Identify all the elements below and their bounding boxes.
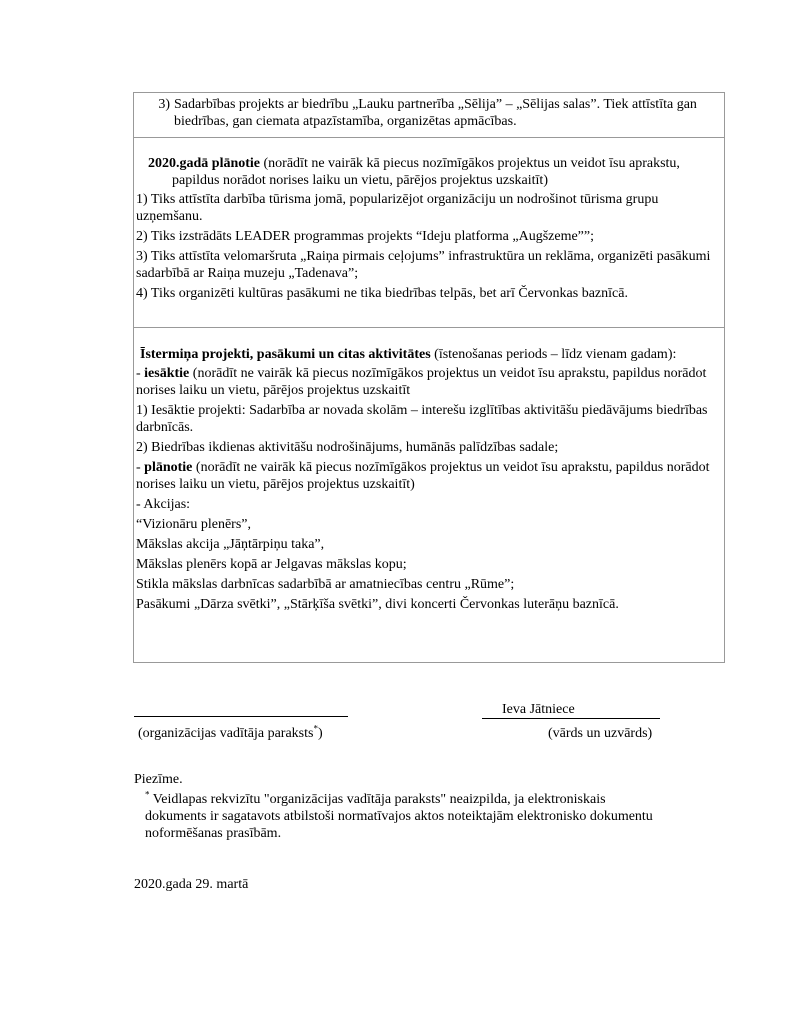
list-item: Pasākumi „Dārza svētki”, „Stārķīša svētki”, divi koncerti Červonkas luterāņu baznīcā. [136,597,619,612]
table-bottom-border [134,662,724,663]
list-text: Sadarbības projekts ar biedrību „Lauku partnerība „Sēlija” – „Sēlijas salas”. Tiek attīstīta gan biedrības, gan ciemata atpazīstamība, organizētas apmācības. [174,97,697,129]
list-item: Stikla mākslas darbnīcas sadarbībā ar amatniecības centru „Rūme”; [136,577,515,592]
caption-sup: * [313,723,318,734]
list-item: Mākslas plenērs kopā ar Jelgavas mākslas kopu; [136,557,407,572]
heading-bold: Īstermiņa projekti, pasākumi un citas aktivitātes [140,347,431,362]
subsection-planned [136,459,722,493]
list-item: 2) Tiks izstrādāts LEADER programmas projekts “Ideju platforma „Augšzeme””; [136,229,594,244]
actions-label: - Akcijas: [136,497,191,512]
signer-name-text: Ieva Jātniece [502,702,575,717]
dash: - [136,460,145,475]
section-heading [136,155,722,189]
list-item: 1) Iesāktie projekti: Sadarbība ar novada skolām – interešu izglītības aktivitāšu piedāvājums biedrības darbnīcās. [136,403,708,435]
list-number: 3) [158,97,170,112]
note-text [145,791,665,842]
note-label: Piezīme. [134,772,183,787]
started-desc: (norādīt ne vairāk kā piecus nozīmīgākos projektus un veidot īsu aprakstu, papildus norādot norises laiku un vietu, pārējos projektus uzskaitīt [136,366,707,398]
planned-desc: (norādīt ne vairāk kā piecus nozīmīgākos projektus un veidot īsu aprakstu, papildus norādot norises laiku un vietu, pārējos projektus uzskaitīt) [136,460,710,492]
list-item: 1) Tiks attīstīta darbība tūrisma jomā, popularizējot organizāciju un nodrošinot tūrisma grupu uzņemšanu. [136,192,659,224]
name-caption: (vārds un uzvārds) [548,726,653,741]
planned-label: plānotie [144,460,193,475]
list-item [136,96,722,130]
started-label: iesāktie [144,366,190,381]
note-body: Veidlapas rekvizītu "organizācijas vadītāja paraksts" neaizpilda, ja elektroniskais dokuments ir sagatavots atbilstoši normatīvajos aktos noteiktajām elektronisko dokumentu noformēšanas prasībām. [145,792,653,841]
caption-text: (organizācijas vadītāja paraksts [138,726,314,741]
heading-rest: (norādīt ne vairāk kā piecus nozīmīgākos projektus un veidot īsu aprakstu, papildus norādot norises laiku un vietu, pārējos projektus uzskaitīt) [172,156,680,188]
list-item: Mākslas akcija „Jāņtārpiņu taka”, [136,537,325,552]
document-date: 2020.gada 29. martā [134,877,249,892]
report-table [133,92,725,663]
signature-caption [138,725,323,742]
caption-close: ) [317,726,323,741]
list-item: 2) Biedrības ikdienas aktivitāšu nodrošinājums, humānās palīdzības sadale; [136,440,559,455]
table-cell-planned-2020 [134,137,724,327]
subsection-started [136,365,722,399]
signature-line [134,716,348,717]
signer-name [482,701,660,719]
list-item: 4) Tiks organizēti kultūras pasākumi ne tika biedrības telpās, bet arī Červonkas baznīcā. [136,286,628,301]
dash: - [136,366,145,381]
heading-rest: (īstenošanas periods – līdz vienam gadam): [430,347,677,362]
note-star: * [145,789,150,800]
list-item: 3) Tiks attīstīta velomaršruta „Raiņa pirmais ceļojums” infrastruktūra un reklāma, organizēti pasākumi sadarbībā ar Raiņa muzeju „Tadenava”; [136,249,711,281]
table-cell-item3 [134,92,724,137]
section-heading [136,346,722,363]
table-cell-short-term [134,327,724,662]
list-item: “Vizionāru plenērs”, [136,517,251,532]
heading-bold: 2020.gadā plānotie [148,156,261,171]
